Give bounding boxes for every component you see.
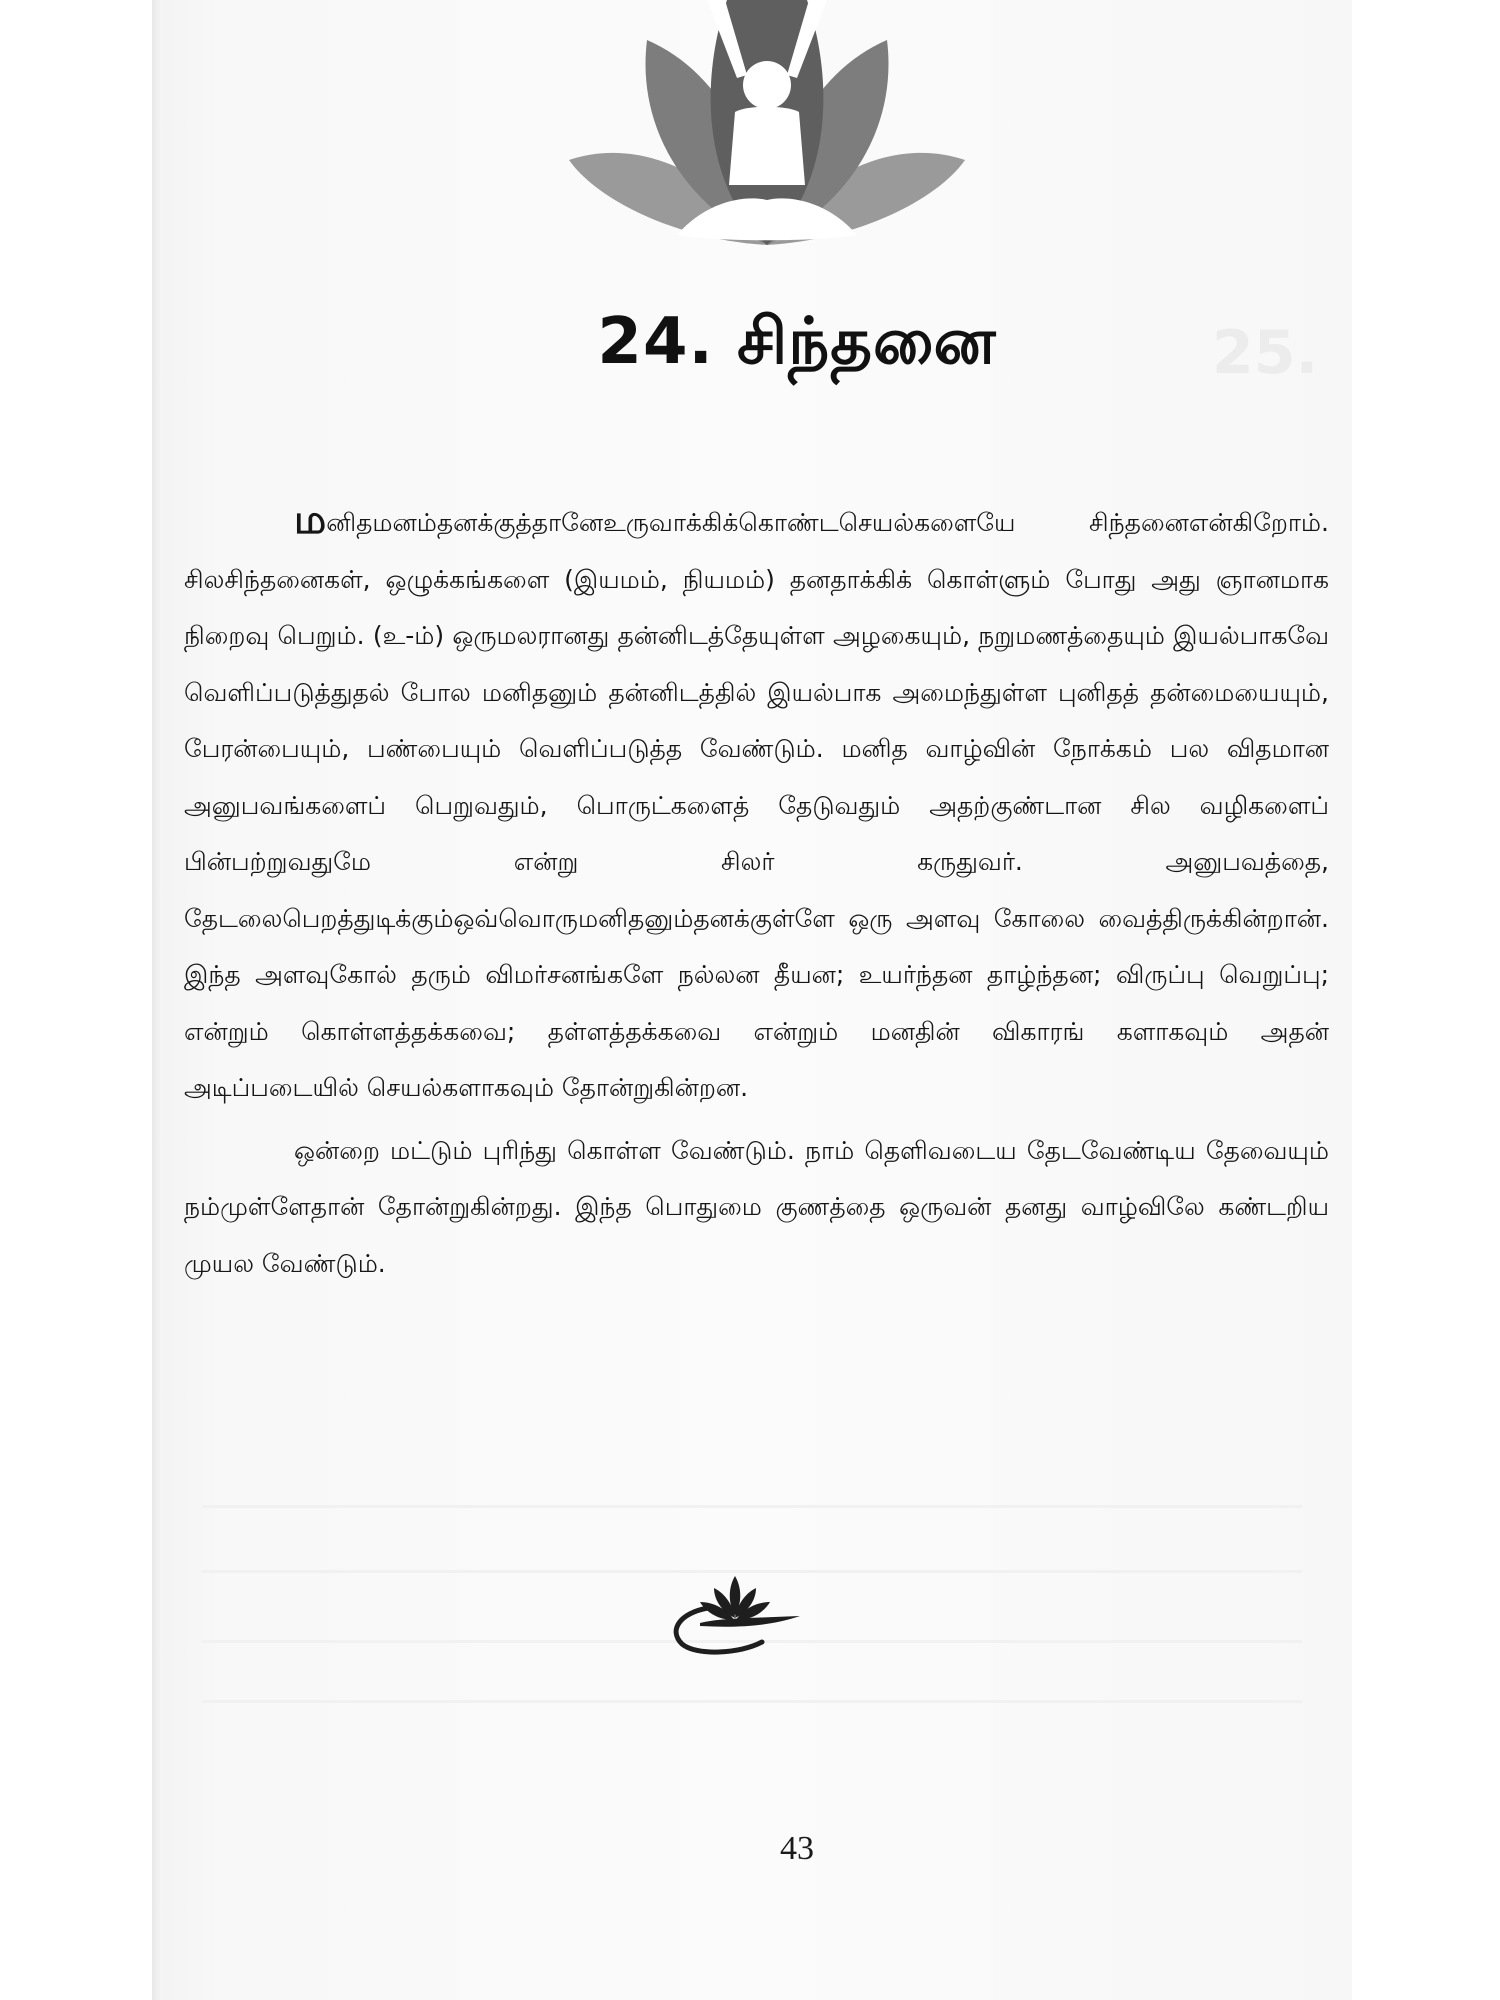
page-number: 43 [780,1830,814,1867]
chapter-title: 24. சிந்தனை [597,305,997,379]
drop-cap: ம [294,497,327,543]
bleed-through-line [202,1505,1302,1508]
bleed-through-title: 25. [1212,318,1319,388]
book-page [152,0,1352,2000]
chapter-body [184,495,1329,1292]
bleed-through-line [202,1700,1302,1703]
lotus-swirl-icon [660,1568,810,1658]
paragraph-1 [184,495,1329,1117]
paragraph-2: ஒன்றை மட்டும் புரிந்து கொள்ள வேண்டும். நாம் தெளிவடைய தேடவேண்டிய தேவையும் நம்முள்ளேதான் தோன்றுகின்றது. இந்த பொதுமை குணத்தை ஒருவன் தனது வாழ்விலே கண்டறிய முயல வேண்டும். [184,1135,1329,1278]
paragraph-1-text: னிதமனம்தனக்குத்தானேஉருவாக்கிக்கொண்டசெயல்களையே சிந்தனைஎன்கிறோம். சிலசிந்தனைகள், ஒழுக்கங்களை (இயமம், நியமம்) தனதாக்கிக் கொள்ளும் போது அது ஞானமாக நிறைவு பெறும். (உ-ம்) ஒருமலரானது தன்னிடத்தேயுள்ள அழகையும், நறுமணத்தையும் இயல்பாகவே வெளிப்படுத்துதல் போல மனிதனும் தன்னிடத்தில் இயல்பாக அமைந்துள்ள புனிதத் தன்மையையும், பேரன்பையும், பண்பையும் வெளிப்படுத்த வேண்டும். மனித வாழ்வின் நோக்கம் பல விதமான அனுபவங்களைப் பெறுவதும், பொருட்களைத் தேடுவதும் அதற்குண்டான சில வழிகளைப் பின்பற்றுவதுமே என்று சிலர் கருதுவர். அனுபவத்தை, தேடலைபெறத்துடிக்கும்ஒவ்வொருமனிதனும்தனக்குள்ளே ஒரு அளவு கோலை வைத்திருக்கின்றான். இந்த அளவுகோல் தரும் விமர்சனங்களே நல்லன தீயன; உயர்ந்தன தாழ்ந்தன; விருப்பு வெறுப்பு; என்றும் கொள்ளத்தக்கவை; தள்ளத்தக்கவை என்றும் மனதின் விகாரங் களாகவும் அதன் அடிப்படையில் செயல்களாகவும் தோன்றுகின்றன. [184,508,1329,1102]
lotus-meditation-icon [557,0,977,255]
page-gutter-shadow [152,0,162,2000]
